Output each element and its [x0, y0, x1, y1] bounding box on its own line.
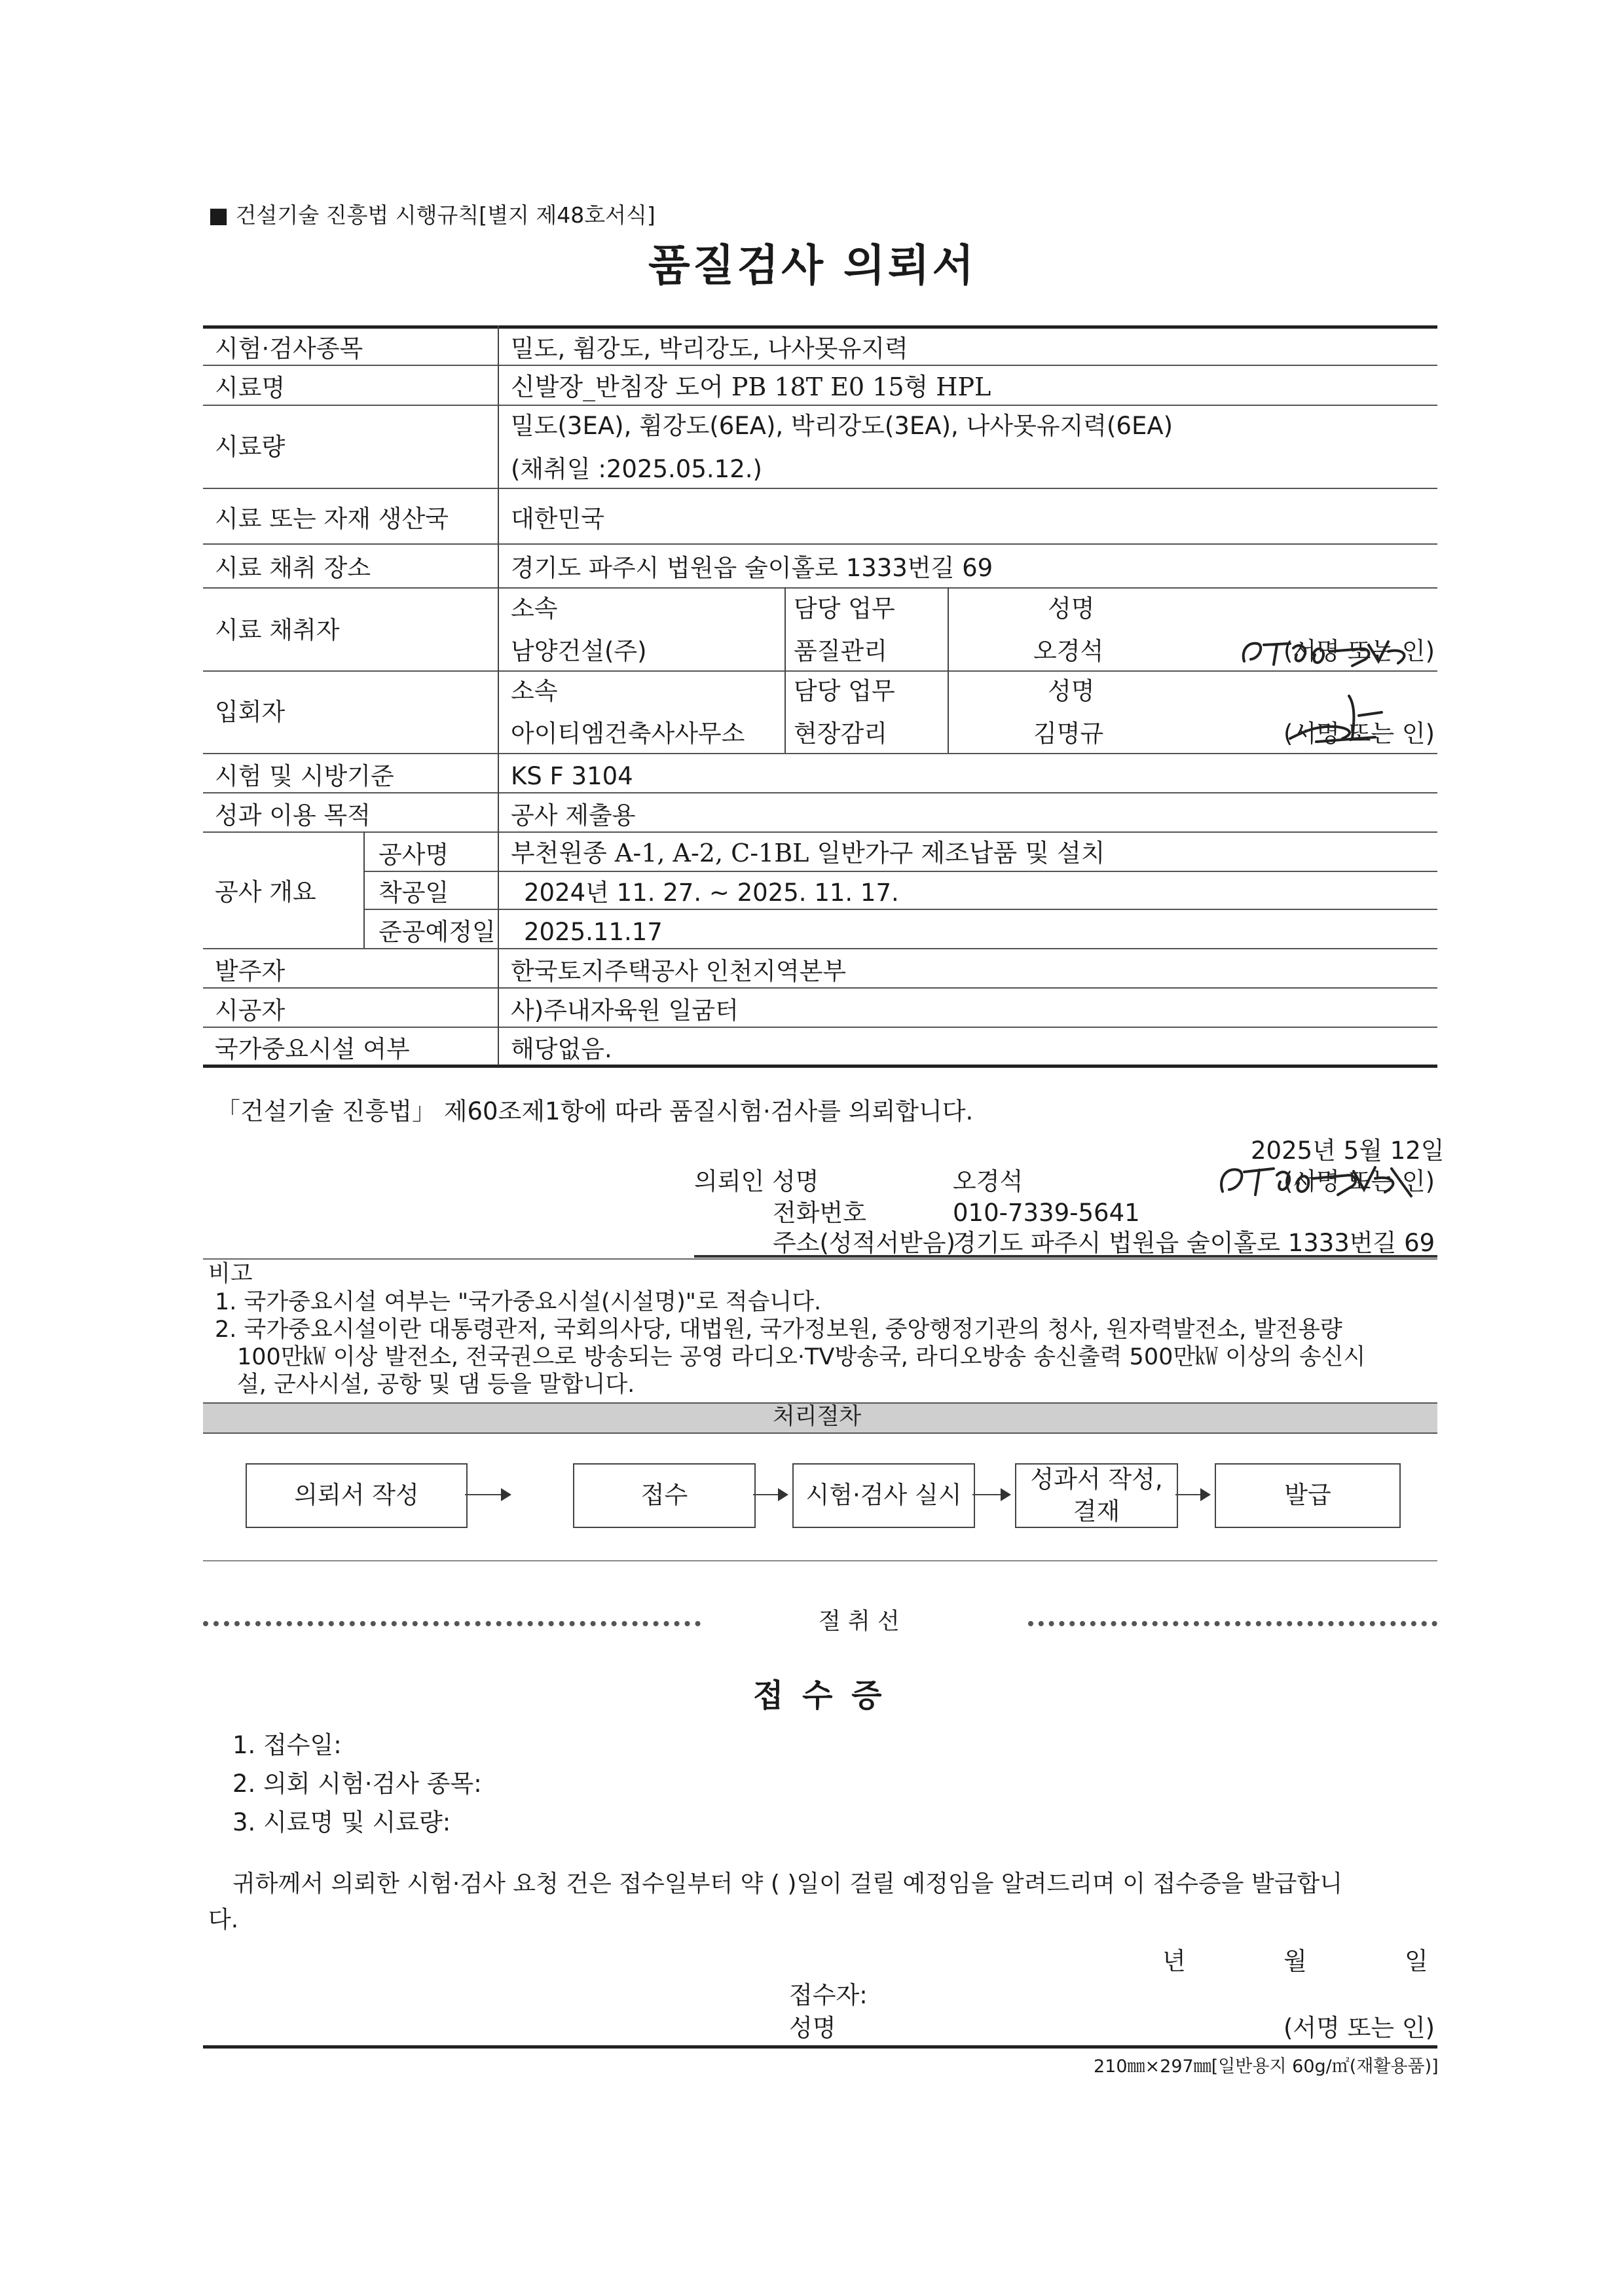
flow-arrow-1: [465, 1494, 501, 1495]
sampling-place-label: 시료 채취 장소: [215, 554, 371, 582]
sample-qty-label: 시료량: [215, 433, 286, 461]
witness-label: 입회자: [215, 698, 286, 726]
sampler-duty: 품질관리: [794, 637, 887, 665]
project-name-label: 공사명: [378, 841, 449, 869]
flow-arrow-2: [753, 1494, 778, 1495]
request-statement: 「건설기술 진흥법」 제60조제1항에 따라 품질시험·검사를 의뢰합니다.: [216, 1097, 974, 1125]
flow-arrow-3: [972, 1494, 1001, 1495]
test-items-value: 밀도, 휨강도, 박리강도, 나사못유지력: [511, 335, 908, 363]
sample-name-value: 신발장_반침장 도어 PB 18T E0 15형 HPL: [511, 373, 991, 401]
client-value: 한국토지주택공사 인천지역본부: [511, 957, 847, 985]
note-2-line-2: 100만㎾ 이상 발전소, 전국권으로 방송되는 공영 라디오·TV방송국, 라디오방송 송신출력 500만㎾ 이상의 송신시: [237, 1344, 1366, 1370]
step-report-approval: 성과서 작성, 결재: [1015, 1463, 1178, 1528]
period-label: 착공일: [378, 879, 449, 907]
receipt-item-3: 3. 시료명 및 시료량:: [232, 1808, 451, 1836]
builder-label: 시공자: [215, 996, 286, 1025]
standard-value: KS F 3104: [511, 762, 633, 790]
sampler-name: 오경석: [1033, 637, 1104, 665]
witness-col-affiliation: 소속: [511, 677, 558, 705]
sampler-label: 시료 채취자: [215, 616, 340, 644]
cut-line-right: [1028, 1621, 1437, 1626]
purpose-value: 공사 제출용: [511, 801, 636, 829]
sample-qty-line2: (채취일 :2025.05.12.): [511, 455, 762, 483]
form-reference: ■ 건설기술 진흥법 시행규칙[별지 제48호서식]: [208, 202, 655, 228]
receipt-date-month: 월: [1283, 1947, 1307, 1975]
sample-qty-line1: 밀도(3EA), 휨강도(6EA), 박리강도(3EA), 나사못유지력(6EA): [511, 412, 1173, 440]
completion-label: 준공예정일: [378, 918, 496, 946]
project-name-value: 부천원종 A-1, A-2, C-1BL 일반가구 제조납품 및 설치: [511, 839, 1105, 867]
cut-line-label: 절 취 선: [819, 1609, 900, 1635]
witness-name: 김명규: [1033, 720, 1104, 748]
requester-label: 의뢰인 성명: [694, 1167, 819, 1195]
witness-affiliation: 아이티엠건축사사무소: [511, 720, 745, 748]
receiver-sign-label: (서명 또는 인): [1283, 2014, 1435, 2042]
note-2-line-1: 2. 국가중요시설이란 대통령관저, 국회의사당, 대법원, 국가정보원, 중앙행정기관의 청사, 원자력발전소, 발전용량: [215, 1317, 1342, 1343]
test-items-label: 시험·검사종목: [215, 335, 363, 363]
requester-name: 오경석: [953, 1167, 1024, 1195]
sampler-signature: [1238, 625, 1434, 674]
paper-spec: 210㎜×297㎜[일반용지 60g/㎡(재활용품)]: [1094, 2056, 1439, 2077]
receipt-bottom-border: [203, 2045, 1437, 2049]
phone-value: 010-7339-5641: [953, 1199, 1140, 1227]
sample-name-label: 시료명: [215, 374, 286, 402]
receipt-item-1: 1. 접수일:: [232, 1731, 342, 1759]
sampler-sign-label: (서명 또는 인): [1283, 637, 1435, 665]
notes-heading: 비고: [208, 1261, 253, 1287]
overview-label: 공사 개요: [215, 878, 316, 906]
witness-col-name: 성명: [1048, 677, 1095, 705]
sampler-col-duty: 담당 업무: [794, 594, 895, 623]
requester-sign-label: (서명 또는 인): [1283, 1167, 1435, 1195]
requester-signature: [1215, 1149, 1431, 1208]
origin-value: 대한민국: [511, 505, 604, 533]
purpose-label: 성과 이용 목적: [215, 801, 371, 829]
witness-sign-label: (서명 또는 인): [1283, 720, 1435, 748]
receiver-name-label: 성명: [789, 2014, 836, 2042]
flow-arrow-4: [1175, 1494, 1200, 1495]
table-top-border: [203, 325, 1437, 329]
national-facility-label: 국가중요시설 여부: [215, 1035, 410, 1063]
sampling-place-value: 경기도 파주시 법원읍 술이홀로 1333번길 69: [511, 554, 993, 582]
address-label: 주소(성적서받음): [773, 1229, 956, 1257]
origin-label: 시료 또는 자재 생산국: [215, 505, 449, 533]
receipt-item-2: 2. 의회 시험·검사 종목:: [232, 1770, 482, 1798]
phone-label: 전화번호: [773, 1199, 866, 1227]
table-bottom-border: [203, 1065, 1437, 1068]
request-date: 2025년 5월 12일: [1251, 1137, 1445, 1165]
receipt-notice-line-1: 귀하께서 의뢰한 시험·검사 요청 건은 접수일부터 약 ( )일이 걸릴 예정임을 알려드리며 이 접수증을 발급합니: [232, 1870, 1343, 1897]
address-value: 경기도 파주시 법원읍 술이홀로 1333번길 69: [953, 1229, 1435, 1257]
page-title: 품질검사 의뢰서: [648, 240, 977, 291]
sampler-col-affiliation: 소속: [511, 594, 558, 623]
national-facility-value: 해당없음.: [511, 1035, 612, 1063]
receipt-notice-line-2: 다.: [208, 1906, 239, 1933]
step-issue: 발급: [1215, 1463, 1401, 1528]
step-test-inspection: 시험·검사 실시: [792, 1463, 975, 1528]
receiver-label: 접수자:: [789, 1981, 868, 2009]
note-2-line-3: 설, 군사시설, 공항 및 댐 등을 말합니다.: [237, 1372, 635, 1398]
period-value: 2024년 11. 27. ~ 2025. 11. 17.: [524, 879, 899, 907]
step-receipt: 접수: [573, 1463, 756, 1528]
receipt-title: 접 수 증: [753, 1677, 886, 1714]
witness-signature: [1277, 686, 1395, 752]
sampler-affiliation: 남양건설(주): [511, 637, 647, 665]
sampler-col-name: 성명: [1048, 594, 1095, 623]
completion-value: 2025.11.17: [524, 918, 663, 946]
receipt-date-year: 년: [1162, 1947, 1186, 1975]
procedure-heading: 처리절차: [773, 1404, 862, 1430]
note-1: 1. 국가중요시설 여부는 "국가중요시설(시설명)"로 적습니다.: [215, 1289, 822, 1315]
witness-col-duty: 담당 업무: [794, 677, 895, 705]
standard-label: 시험 및 시방기준: [215, 762, 394, 790]
cut-line-left: [203, 1621, 701, 1626]
client-label: 발주자: [215, 957, 286, 985]
builder-value: 사)주내자육원 일굼터: [511, 996, 739, 1025]
step-write-request: 의뢰서 작성: [246, 1463, 468, 1528]
witness-duty: 현장감리: [794, 720, 887, 748]
receipt-date-day: 일: [1405, 1947, 1428, 1975]
